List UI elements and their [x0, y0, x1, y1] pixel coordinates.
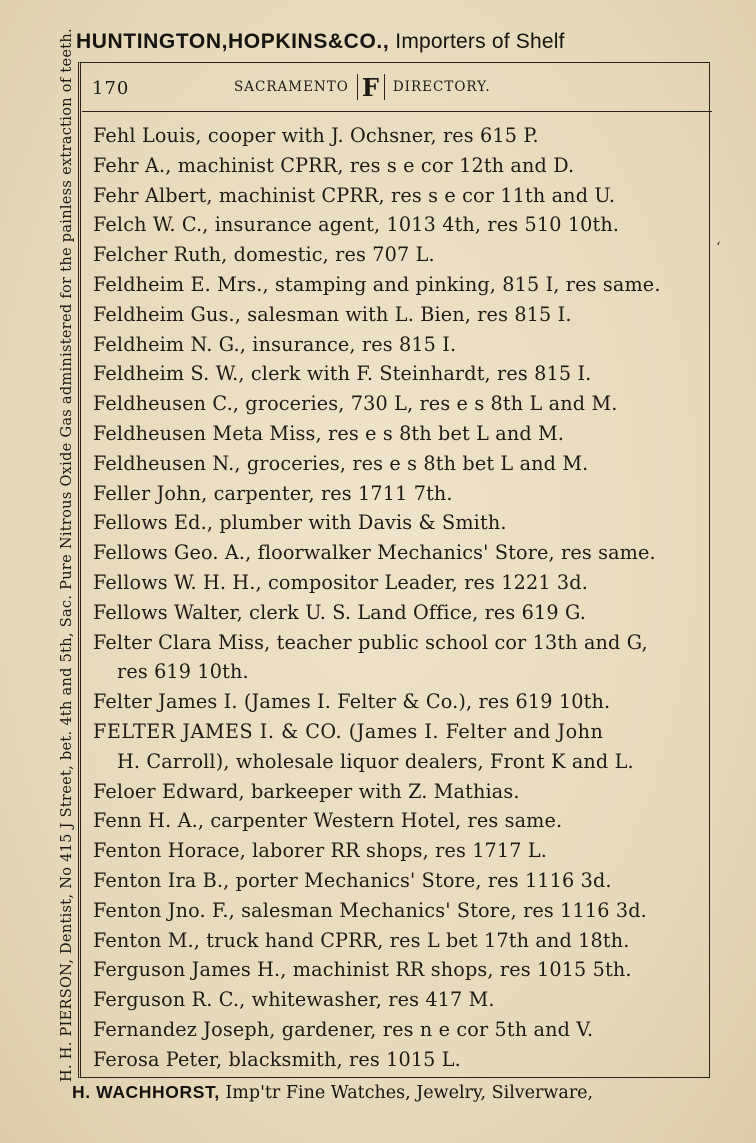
directory-entry: FELTER JAMES I. & CO. (James I. Felter and John: [93, 719, 604, 743]
directory-entry: Feldheim Gus., salesman with L. Bien, res 815 I.: [93, 302, 572, 326]
directory-entry-continuation: res 619 10th.: [117, 660, 249, 684]
directory-entry: Fenton Ira B., porter Mechanics' Store, res 1116 3d.: [93, 868, 612, 892]
top-ad-text: Importers of Shelf: [389, 30, 565, 53]
directory-entry: Fellows Geo. A., floorwalker Mechanics' Store, res same.: [93, 541, 656, 565]
directory-entry: Fehr A., machinist CPRR, res s e cor 12th and D.: [93, 153, 575, 177]
directory-entry: Felch W. C., insurance agent, 1013 4th, res 510 10th.: [93, 213, 620, 237]
directory-entry: Feldheusen Meta Miss, res e s 8th bet L and M.: [93, 421, 565, 445]
running-head-right: DIRECTORY.: [392, 79, 491, 95]
directory-entry: Ferguson James H., machinist RR shops, res 1015 5th.: [93, 958, 632, 982]
directory-entry: Feller John, carpenter, res 1711 7th.: [93, 481, 453, 505]
side-advertisement: H. H. PIERSON, Dentist, No 415 J Street, bet. 4th and 5th, Sac. Pure Nitrous Oxide Gas administered for the painless extraction of teeth.: [59, 28, 75, 1082]
directory-entry: Fenton M., truck hand CPRR, res L bet 17th and 18th.: [93, 928, 630, 952]
directory-entry: Ferguson R. C., whitewasher, res 417 M.: [93, 988, 495, 1012]
directory-entry: Fellows W. H. H., compositor Leader, res 1221 3d.: [93, 570, 588, 594]
top-advertisement: [76, 30, 756, 54]
directory-entry: Ferosa Peter, blacksmith, res 1015 L.: [93, 1047, 461, 1071]
directory-entry: Fernandez Joseph, gardener, res n e cor 5th and V.: [93, 1017, 594, 1041]
bottom-ad-text: Imp'tr Fine Watches, Jewelry, Silverware,: [219, 1083, 594, 1103]
directory-entry: Fehr Albert, machinist CPRR, res s e cor 11th and U.: [93, 183, 616, 207]
directory-entry: Fenton Horace, laborer RR shops, res 1717 L.: [93, 839, 548, 863]
page-header: [82, 66, 712, 112]
section-letter: F: [357, 74, 385, 100]
directory-entry-continuation: H. Carroll), wholesale liquor dealers, Front K and L.: [117, 749, 634, 773]
top-ad-firm: HUNTINGTON,HOPKINS&CO.,: [76, 30, 390, 53]
margin-mark: ‘: [716, 240, 721, 256]
running-head-left: SACRAMENTO: [234, 79, 349, 95]
directory-entry: Fenn H. A., carpenter Western Hotel, res same.: [93, 809, 563, 833]
directory-entry: Feldheusen C., groceries, 730 L, res e s 8th L and M.: [93, 392, 618, 416]
directory-entry: Feldheim E. Mrs., stamping and pinking, 815 I, res same.: [93, 272, 661, 296]
directory-entry: Felter James I. (James I. Felter & Co.), res 619 10th.: [93, 690, 611, 714]
directory-entries: [93, 121, 705, 1075]
directory-entry: Fehl Louis, cooper with J. Ochsner, res 615 P.: [93, 124, 539, 147]
running-head: [234, 74, 491, 100]
page-number: 170: [92, 78, 130, 99]
directory-entry: Feloer Edward, barkeeper with Z. Mathias.: [93, 779, 520, 803]
directory-entry: Feldheim N. G., insurance, res 815 I.: [93, 332, 457, 356]
directory-entry: Fenton Jno. F., salesman Mechanics' Store, res 1116 3d.: [93, 898, 647, 922]
directory-entry: Felcher Ruth, domestic, res 707 L.: [93, 243, 435, 267]
directory-entry: Fellows Ed., plumber with Davis & Smith.: [93, 511, 507, 535]
directory-entry: Feldheusen N., groceries, res e s 8th bet L and M.: [93, 451, 589, 475]
bottom-ad-firm: H. WACHHORST,: [72, 1082, 220, 1102]
bottom-advertisement: [72, 1082, 756, 1103]
directory-entry: Feldheim S. W., clerk with F. Steinhardt, res 815 I.: [93, 362, 592, 386]
directory-entry: Felter Clara Miss, teacher public school cor 13th and G,: [93, 630, 648, 654]
directory-entry: Fellows Walter, clerk U. S. Land Office, res 619 G.: [93, 600, 587, 624]
